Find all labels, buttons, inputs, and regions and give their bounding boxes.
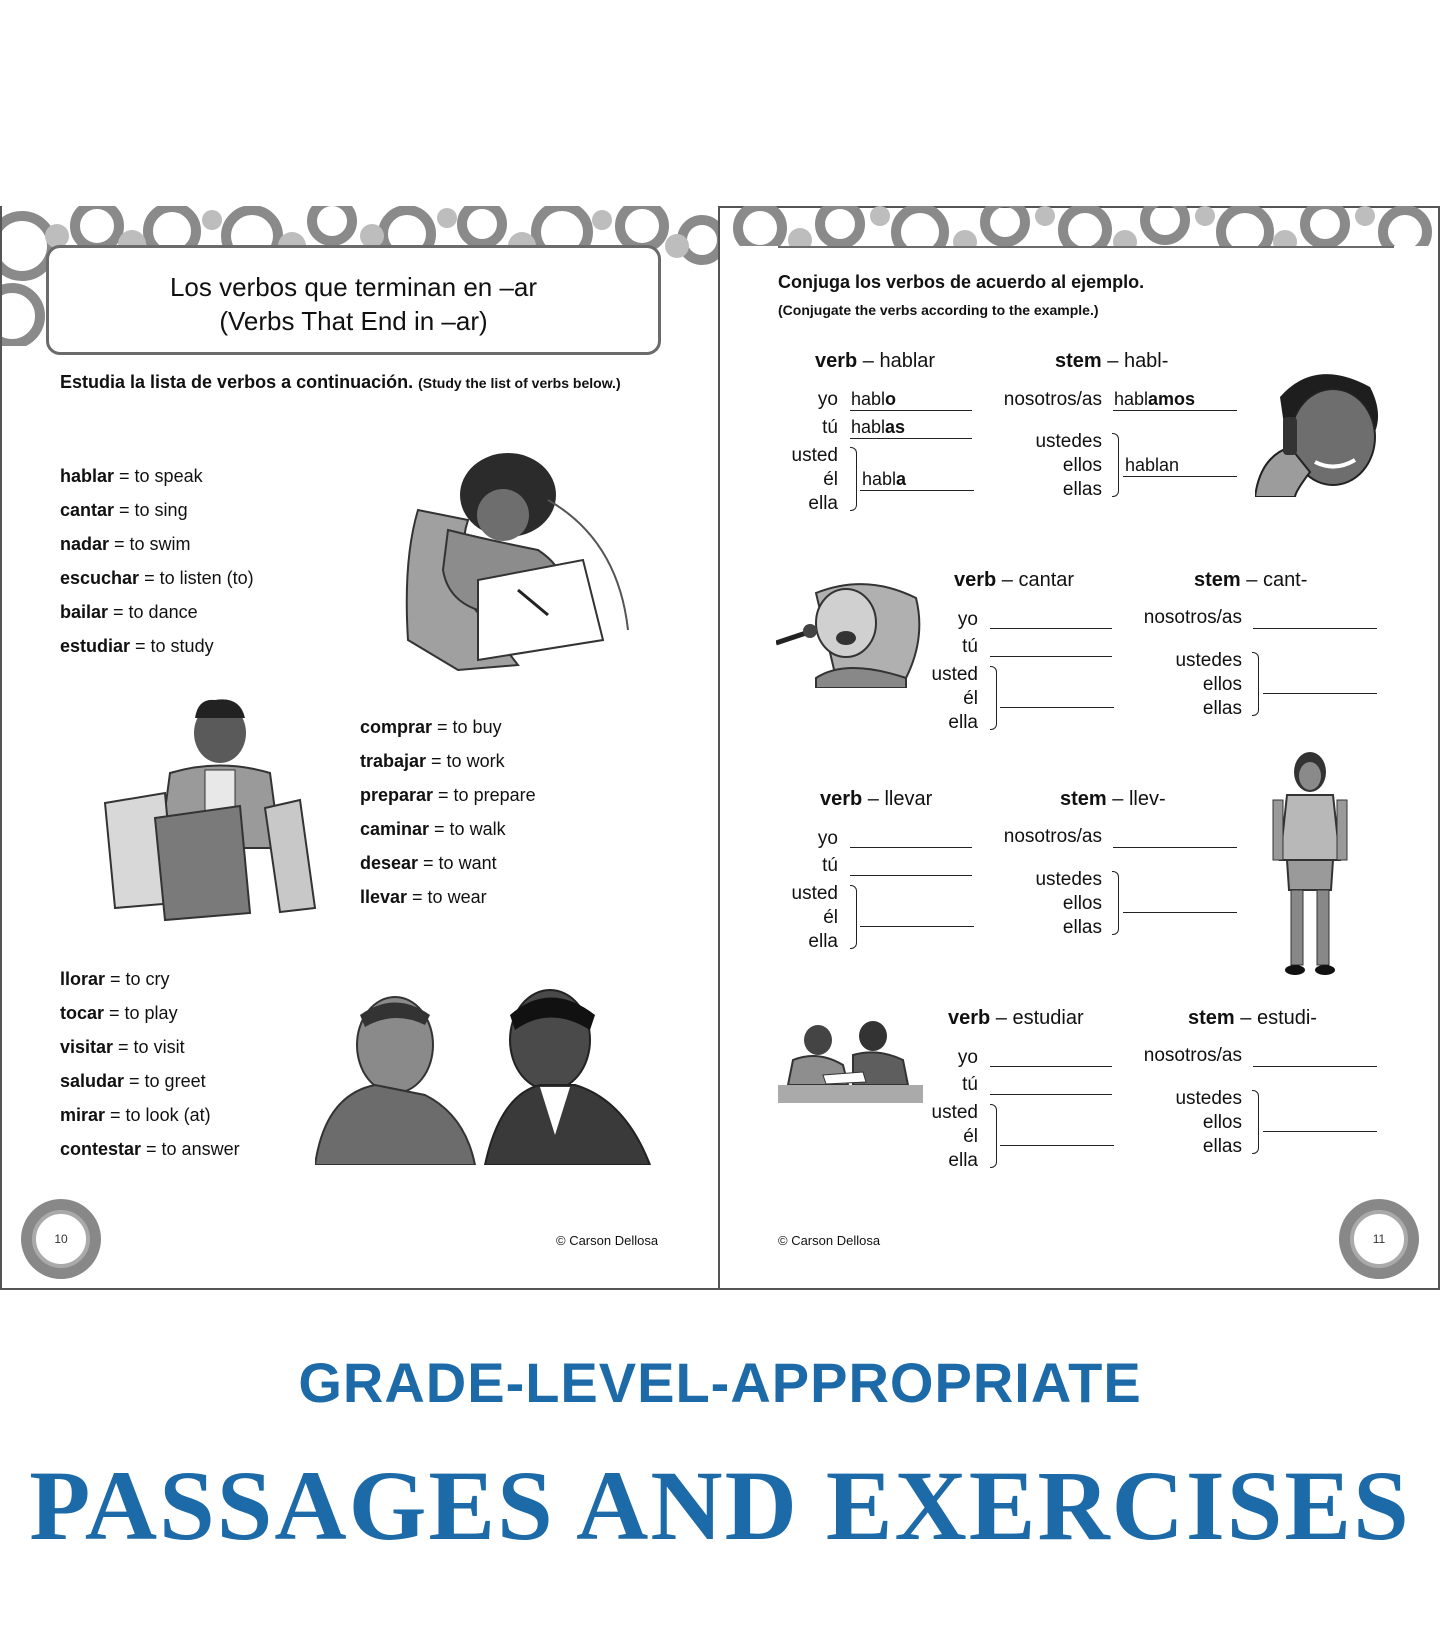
- brace: [850, 447, 857, 511]
- verb-label: verb: [954, 569, 997, 591]
- brace: [1252, 1090, 1259, 1154]
- pronoun-ustedes: ustedes: [1175, 650, 1242, 671]
- left-instruction: [60, 372, 621, 393]
- stem-name: – llev-: [1106, 788, 1166, 810]
- vocab-verb: estudiar: [60, 636, 131, 656]
- stem-label: stem: [1055, 350, 1102, 372]
- answer-stem: habl: [862, 469, 897, 489]
- pronoun-ustedes: ustedes: [1035, 431, 1102, 452]
- answer-yo: [851, 389, 896, 410]
- brace: [1112, 871, 1119, 935]
- vocab-verb: tocar: [60, 1003, 105, 1023]
- stem-name: – habl-: [1101, 350, 1169, 372]
- vocab-verb: saludar: [60, 1071, 125, 1091]
- illustration-girl-studying: [398, 440, 638, 675]
- exercise1-stem-header: [1055, 350, 1168, 373]
- vocab-item: [60, 1098, 240, 1132]
- answer-ending: amos: [1148, 389, 1196, 409]
- vocab-item: [360, 744, 536, 778]
- instruction-translation: (Study the list of verbs below.): [418, 375, 621, 391]
- illustration-man-shopping: [90, 688, 330, 928]
- answer-ending: o: [885, 389, 897, 409]
- answer-line[interactable]: [1253, 628, 1377, 629]
- vocab-item: [360, 880, 536, 914]
- pronoun-el: él: [823, 469, 838, 490]
- vocab-item: [60, 1132, 240, 1166]
- stem-name: – cant-: [1240, 569, 1308, 591]
- answer-stem: habl: [1114, 389, 1149, 409]
- pronoun-ella: ella: [948, 1150, 978, 1171]
- vocab-item: [60, 527, 254, 561]
- vocab-item: [60, 1030, 240, 1064]
- vocab-verb: llorar: [60, 969, 106, 989]
- illustration-two-men-greeting: [315, 985, 655, 1165]
- brace: [990, 1104, 997, 1168]
- pronoun-ella: ella: [948, 712, 978, 733]
- pronoun-el: él: [963, 688, 978, 709]
- answer-line[interactable]: [1263, 693, 1377, 694]
- exercise4-stem-header: [1188, 1007, 1317, 1030]
- answer-ustedes: hablan: [1125, 455, 1180, 475]
- right-header-rule: [778, 246, 1394, 248]
- stem-label: stem: [1188, 1007, 1235, 1029]
- vocab-verb: escuchar: [60, 568, 140, 588]
- vocab-meaning: = to look (at): [105, 1105, 211, 1125]
- vocab-item: [60, 1064, 240, 1098]
- page-number: 10: [32, 1210, 90, 1268]
- vocab-verb: mirar: [60, 1105, 106, 1125]
- pronoun-tu: tú: [962, 1074, 978, 1095]
- pronoun-ellas: ellas: [1062, 479, 1102, 500]
- answer-line: [860, 490, 974, 491]
- vocab-meaning: = to listen (to): [139, 568, 254, 588]
- pronoun-ella: ella: [808, 493, 838, 514]
- right-instruction: Conjuga los verbos de acuerdo al ejemplo.: [778, 272, 1145, 292]
- vocab-meaning: = to wear: [407, 887, 487, 907]
- page-title: Los verbos que terminan en –ar: [169, 272, 538, 302]
- vocab-meaning: = to visit: [113, 1037, 185, 1057]
- pronoun-usted: usted: [931, 1102, 978, 1123]
- vocab-meaning: = to walk: [429, 819, 506, 839]
- pronoun-ustedes: ustedes: [1175, 1088, 1242, 1109]
- decorative-circles-right: [720, 206, 1438, 246]
- brace: [990, 666, 997, 730]
- vocab-verb: desear: [360, 853, 419, 873]
- pronoun-ellos: ellos: [1202, 1112, 1242, 1133]
- vocab-verb: bailar: [60, 602, 109, 622]
- vocab-meaning: = to buy: [432, 717, 502, 737]
- vocab-list-2: [360, 710, 536, 914]
- vocab-item: [60, 962, 240, 996]
- answer-line[interactable]: [1253, 1066, 1377, 1067]
- vocab-item: [60, 629, 254, 663]
- pronoun-usted: usted: [791, 445, 838, 466]
- pronoun-tu: tú: [962, 636, 978, 657]
- illustration-man-on-phone: [1255, 362, 1395, 497]
- exercise4-verb-header: [948, 1007, 1084, 1030]
- pronoun-ellos: ellos: [1202, 674, 1242, 695]
- pronoun-nosotros: nosotros/as: [1003, 389, 1102, 410]
- vocab-meaning: = to sing: [114, 500, 188, 520]
- verb-label: verb: [948, 1007, 991, 1029]
- vocab-verb: caminar: [360, 819, 430, 839]
- vocab-list-3: [60, 962, 240, 1166]
- vocab-item: [360, 812, 536, 846]
- answer-line: [850, 410, 972, 411]
- pronoun-yo: yo: [957, 1047, 978, 1068]
- brace: [1252, 652, 1259, 716]
- answer-line[interactable]: [1263, 1131, 1377, 1132]
- page-number-badge-right: [1339, 1199, 1419, 1279]
- vocab-meaning: = to dance: [108, 602, 198, 622]
- answer-line[interactable]: [990, 628, 1112, 629]
- vocab-verb: llevar: [360, 887, 408, 907]
- pronoun-usted: usted: [791, 883, 838, 904]
- answer-line[interactable]: [990, 656, 1112, 657]
- answer-line: [850, 438, 972, 439]
- answer-line[interactable]: [1113, 847, 1237, 848]
- answer-nosotros: [1114, 389, 1195, 410]
- vocab-verb: hablar: [60, 466, 115, 486]
- title-box: [46, 245, 661, 355]
- vocab-meaning: = to want: [418, 853, 497, 873]
- instruction-text: Estudia la lista de verbos a continuación.: [60, 372, 414, 392]
- answer-line[interactable]: [850, 847, 972, 848]
- pronoun-el: él: [823, 907, 838, 928]
- vocab-item: [360, 846, 536, 880]
- page-subtitle: (Verbs That End in –ar): [219, 306, 488, 336]
- pronoun-ellos: ellos: [1062, 455, 1102, 476]
- pronoun-el: él: [963, 1126, 978, 1147]
- verb-label: verb: [815, 350, 858, 372]
- copyright-left: © Carson Dellosa: [556, 1233, 659, 1248]
- pronoun-ellas: ellas: [1202, 698, 1242, 719]
- vocab-item: [60, 595, 254, 629]
- right-instruction-translation: (Conjugate the verbs according to the example.): [778, 302, 1099, 318]
- pronoun-yo: yo: [957, 609, 978, 630]
- vocab-verb: contestar: [60, 1139, 142, 1159]
- vocab-meaning: = to play: [104, 1003, 178, 1023]
- verb-label: verb: [820, 788, 863, 810]
- vocab-verb: visitar: [60, 1037, 114, 1057]
- pronoun-ellas: ellas: [1202, 1136, 1242, 1157]
- answer-line: [1113, 410, 1237, 411]
- exercise3-stem-header: [1060, 788, 1166, 811]
- answer-ending: a: [896, 469, 907, 489]
- answer-line[interactable]: [1000, 1145, 1114, 1146]
- copyright-right: © Carson Dellosa: [778, 1233, 881, 1248]
- page-number-badge-left: [21, 1199, 101, 1279]
- stem-name: – estudi-: [1234, 1007, 1317, 1029]
- stem-label: stem: [1060, 788, 1107, 810]
- answer-line[interactable]: [990, 1066, 1112, 1067]
- pronoun-yo: yo: [817, 828, 838, 849]
- pronoun-usted: usted: [931, 664, 978, 685]
- vocab-verb: cantar: [60, 500, 115, 520]
- vocab-verb: comprar: [360, 717, 433, 737]
- verb-name: – hablar: [857, 350, 936, 372]
- answer-line[interactable]: [1123, 912, 1237, 913]
- vocab-list-1: [60, 459, 254, 663]
- verb-name: – llevar: [862, 788, 933, 810]
- answer-line[interactable]: [850, 875, 972, 876]
- verb-name: – estudiar: [990, 1007, 1084, 1029]
- banner-line-1: GRADE-LEVEL-APPROPRIATE: [298, 1351, 1142, 1414]
- answer-line[interactable]: [990, 1094, 1112, 1095]
- banner-line-2: PASSAGES AND EXERCISES: [29, 1450, 1411, 1561]
- vocab-item: [360, 710, 536, 744]
- vocab-item: [360, 778, 536, 812]
- vocab-meaning: = to greet: [124, 1071, 206, 1091]
- vocab-item: [60, 996, 240, 1030]
- pronoun-nosotros: nosotros/as: [1143, 1045, 1242, 1066]
- illustration-girl-singing: [776, 578, 926, 688]
- pronoun-ellas: ellas: [1062, 917, 1102, 938]
- vocab-verb: trabajar: [360, 751, 427, 771]
- exercise3-verb-header: [820, 788, 932, 811]
- vocab-item: [60, 459, 254, 493]
- brace: [850, 885, 857, 949]
- pronoun-nosotros: nosotros/as: [1003, 826, 1102, 847]
- pronoun-yo: yo: [817, 389, 838, 410]
- answer-usted: [862, 469, 906, 490]
- vocab-verb: nadar: [60, 534, 110, 554]
- answer-line[interactable]: [1000, 707, 1114, 708]
- stem-label: stem: [1194, 569, 1241, 591]
- illustration-girl-standing: [1265, 750, 1355, 980]
- answer-stem: habl: [851, 417, 886, 437]
- vocab-item: [60, 493, 254, 527]
- vocab-meaning: = to cry: [105, 969, 170, 989]
- exercise2-stem-header: [1194, 569, 1307, 592]
- pronoun-nosotros: nosotros/as: [1143, 607, 1242, 628]
- vocab-meaning: = to study: [130, 636, 214, 656]
- answer-tu: [851, 417, 905, 438]
- pronoun-ustedes: ustedes: [1035, 869, 1102, 890]
- vocab-meaning: = to swim: [109, 534, 191, 554]
- exercise2-verb-header: [954, 569, 1074, 592]
- pronoun-tu: tú: [822, 417, 838, 438]
- page-number: 11: [1350, 1210, 1408, 1268]
- answer-ending: as: [885, 417, 906, 437]
- answer-stem: habl: [851, 389, 886, 409]
- verb-name: – cantar: [996, 569, 1075, 591]
- vocab-meaning: = to work: [426, 751, 505, 771]
- pronoun-ella: ella: [808, 931, 838, 952]
- brace: [1112, 433, 1119, 497]
- vocab-meaning: = to answer: [141, 1139, 240, 1159]
- answer-line: [1123, 476, 1237, 477]
- pronoun-ellos: ellos: [1062, 893, 1102, 914]
- pronoun-tu: tú: [822, 855, 838, 876]
- vocab-verb: preparar: [360, 785, 434, 805]
- vocab-meaning: = to prepare: [433, 785, 536, 805]
- answer-line[interactable]: [860, 926, 974, 927]
- illustration-boys-studying: [778, 1020, 923, 1105]
- vocab-meaning: = to speak: [114, 466, 203, 486]
- vocab-item: [60, 561, 254, 595]
- page-gutter: [718, 206, 720, 1290]
- exercise1-verb-header: [815, 350, 935, 373]
